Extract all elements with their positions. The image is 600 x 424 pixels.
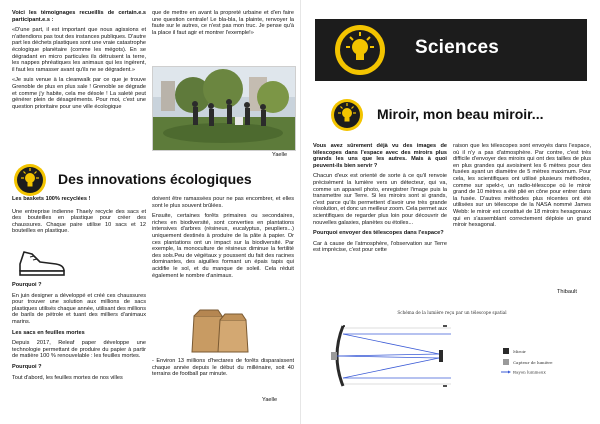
- article-title: Miroir, mon beau miroir...: [377, 106, 544, 122]
- article-column-1: [313, 143, 447, 258]
- testimonial-quote-1: «D'une part, il est important que nous agissions et n'attendions pas tout des instances publiques. D'autre part les déchets plastiques sont une vraie catastrophe écologique planétaire (comme les mégots). En se dégradant en micro particules ils détruisent la terre, les nappes phréatiques les animaux qui les ingèrent, il faut les ramasser avant qu'ils ne se dégradent.»: [12, 27, 146, 73]
- article-credit: Thibault: [557, 289, 577, 295]
- eco-column-1b: [12, 282, 146, 385]
- bags-heading: Les sacs en feuilles mortes: [12, 329, 85, 336]
- legend-ray: Rayon lumineux: [513, 369, 546, 375]
- testimonials-column-1b: [12, 131, 146, 135]
- sciences-title: Sciences: [415, 37, 499, 58]
- eco-column-2b: [152, 358, 294, 382]
- article-paragraph-1: Chacun d'eux est orienté de sorte à ce qu'il renvoie précisément la lumière vers un détecteur, qui va, comme un appareil photo, enregistrer l'image puis la transmettre sur Terre. Si les miroirs sont si grands, c'est parce qu'ils permettent d'avoir une très grande résolution, et donc un meilleur zoom. Cela permet aux scientifiques de regarder plus loin pour découvrir de nouvelles galaxies, planètes ou étoiles...: [313, 173, 448, 226]
- testimonials-column-2: [152, 10, 294, 40]
- testimonials-column-1: [12, 10, 146, 114]
- article-column-2: [453, 143, 591, 233]
- lightbulb-icon: [331, 99, 363, 131]
- article-paragraph-2: Car à cause de l'atmosphère, l'observation sur Terre est imprécise, c'est pour cette: [313, 240, 447, 254]
- sneakers-heading: Les baskets 100% recyclées !: [12, 196, 91, 202]
- why2-heading: Pourquoi ?: [12, 363, 42, 370]
- why1-text: En juin designer a développé et créé ces chaussures pour trouver une solution aux millions de sacs plastiques utilisés chaque année, utilisant des millions de barils de pétrole et tuant des milliers d'animaux marins.: [12, 292, 146, 325]
- leaves-text-1: doivent être ramassées pour ne pas encombrer, et elles sont le plus souvent brûlées.: [152, 196, 294, 209]
- article-lead: Vous avez sûrement déjà vu des images de télescopes dans l'espace avec des miroirs plus grands les uns que les autres. Mais à quoi peuvent-ils bien servir ?: [313, 143, 447, 169]
- testimonial-quote-2-continued: que de mettre en avant la propreté urbaine et d'en faire une question centrale! Le bla-bla, la plainte, renvoyer la faute sur le autres, ce n'est pas mon truc. Je pense qu'à la place il faut agir et montrer l'exemple!»: [152, 10, 294, 36]
- credit-bottom: Yaelle: [262, 397, 278, 403]
- legend-sensor-swatch: [503, 359, 509, 365]
- light-rays: [337, 334, 451, 378]
- eco-innovations-title: Des innovations écologiques: [58, 171, 252, 187]
- paper-bags-icon: [188, 304, 252, 354]
- lightbulb-icon: [14, 164, 46, 196]
- telescope-diagram: [321, 306, 583, 406]
- lightbulb-icon: [335, 25, 385, 75]
- why1-heading: Pourquoi ?: [12, 282, 42, 288]
- legend-sensor: Capteur de lumière: [513, 360, 553, 365]
- article-question: Pourquoi envoyer des télescopes dans l'espace?: [313, 230, 444, 237]
- secondary-mirror: [439, 350, 443, 362]
- sneakers-text: Une entreprise indienne Thaely recycle des sacs et des bouteilles en plastique pour créer des chaussures. Chaque paire utilise 10 sacs et 12 bouteilles en plastique.: [12, 208, 146, 235]
- forests-text: - Environ 13 millions d'hectares de forêts disparaissent chaque année depuis le début du millénaire, soit 40 terrains de football par minute.: [152, 358, 294, 378]
- legend-mirror: Miroir: [513, 349, 526, 354]
- light-sensor: [331, 352, 337, 360]
- legend-mirror-swatch: [503, 348, 509, 354]
- leaves-text-2: Ensuite, certaines forêts primaires ou secondaires, riches en biodiversité, sont converties en plantations intensives d'arbres (résineux, eucalyptus, peupliers...) uniquement destinés à produire de la pâte à papier. Or ces plantations ont un impact sur la biodiversité. Par exemple, la monoculture de résineux diminue la fertilité des sols.Peu de végétaux y poussent du fait des racines dominantes, des aiguilles formant un épais tapis qui acidifie le sol, et du manque de soleil. Cela réduit également le nombre d'animaux.: [152, 213, 294, 279]
- testimonial-quote-2: «Je suis venue à la cleanwalk par ce que je trouve Grenoble de plus en plus sale ! Grenoble se dégrade et comme j'y habite, cela me désole ! La saleté peut générer plein de désagréments. Pour moi, c'est une question prioritaire pour une ville écologique: [12, 77, 146, 110]
- right-page: [300, 0, 600, 424]
- article-column-2-text: raison que les télescopes sont envoyés dans l'espace, où il n'y a pas d'atmosphère. Par contre, c'est très difficile d'envoyer des miroirs qui ont des tailles de plus en plus grandes qui avoisinent les 6 mètres pour des fusées ayant un diamètre de 5 mètres maximum. Pour cela, les scientifiques ont utilisé plusieurs méthodes, comme sur spekt-r, un radio-télescope où le miroir grand de 10 mètres a été plié en cône pour entrer dans la fusée. D'autres méthodes plus récentes ont été utilisées sur un télescope de la NASA nommé James Webb: le miroir est constitué de 18 miroirs hexagonaux qui en s'assemblant correctement déploie un grand miroir hexagonal.: [453, 143, 591, 229]
- sciences-banner: [315, 19, 587, 81]
- credit-top: Yaelle: [272, 152, 288, 158]
- diagram-title: Schéma de la lumière reçu par un télescope spatial: [397, 310, 507, 315]
- eco-column-2: [152, 196, 294, 283]
- testimonials-heading: Voici les témoignages recueillis de certain.e.s participant.e.s :: [12, 10, 146, 23]
- eco-column-1: [12, 196, 146, 239]
- bags-text: Depuis 2017, Releaf paper développe une technologie permettant de produire du papier à partir de matière 100 % renouvelable : les feuilles mortes.: [12, 340, 146, 360]
- sneaker-icon: [16, 244, 68, 278]
- cleanwalk-photo: [152, 66, 296, 151]
- why2-text: Tout d'abord, les feuilles mortes de nos villes: [12, 374, 123, 381]
